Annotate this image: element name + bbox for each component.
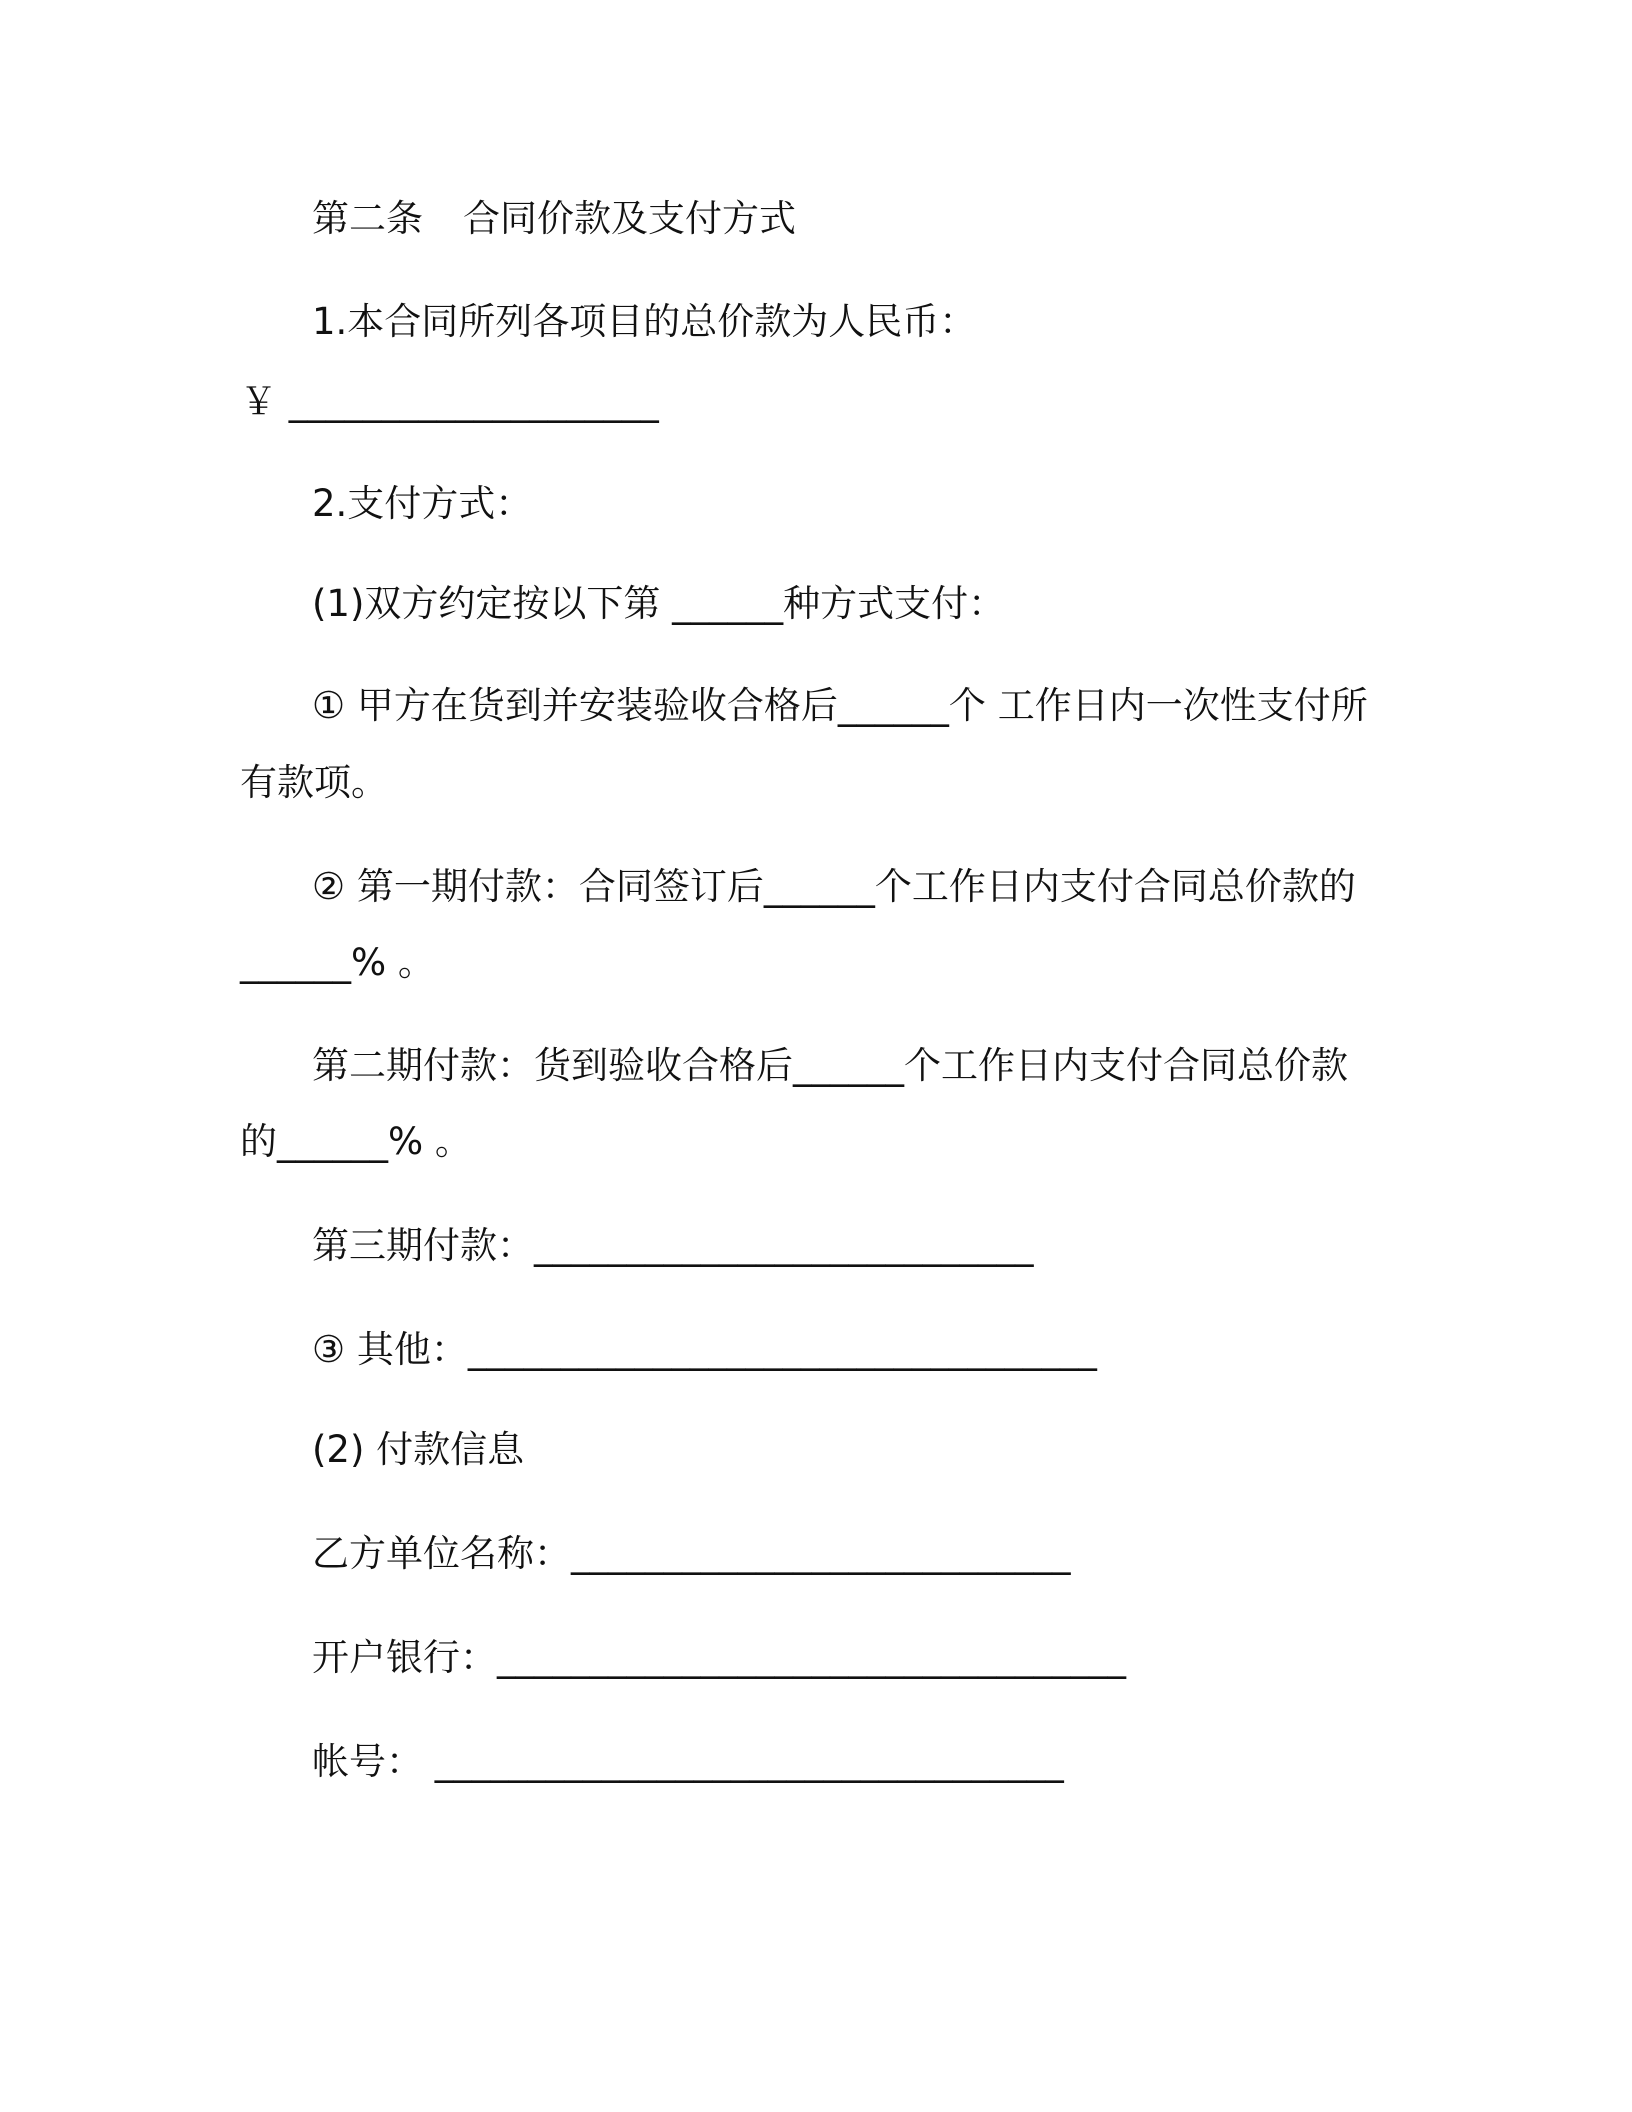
article-title: 合同价款及支付方式 (463, 197, 796, 240)
option-3-line: ③ 其他：__________________________________ (312, 1328, 1097, 1371)
item-1-label: 1.本合同所列各项目的总价款为人民币： (312, 300, 977, 343)
option-2-line-1: ② 第一期付款：合同签订后______个工作日内支付合同总价款的 (312, 865, 1356, 908)
payee-name-line: 乙方单位名称：___________________________ (312, 1532, 1071, 1575)
item-2-2-label: (2) 付款信息 (312, 1428, 525, 1471)
option-2-line-2: ______% 。 (240, 941, 435, 984)
option-1-line-1: ① 甲方在货到并安装验收合格后______个 工作日内一次性支付所 (312, 684, 1368, 727)
item-1-amount: ￥ ____________________ (240, 380, 659, 423)
item-2-label: 2.支付方式： (312, 482, 533, 525)
item-2-1-text: (1)双方约定按以下第 ______种方式支付： (312, 582, 1006, 625)
phase-2-line-2: 的______% 。 (240, 1120, 472, 1163)
account-line: 帐号： __________________________________ (312, 1740, 1064, 1783)
article-number: 第二条 (312, 197, 423, 240)
phase-2-line-1: 第二期付款：货到验收合格后______个工作日内支付合同总价款 (312, 1044, 1348, 1087)
bank-line: 开户银行：__________________________________ (312, 1636, 1126, 1679)
phase-3-line: 第三期付款：___________________________ (312, 1224, 1034, 1267)
option-1-line-2: 有款项。 (240, 761, 388, 804)
section-heading (312, 194, 796, 244)
